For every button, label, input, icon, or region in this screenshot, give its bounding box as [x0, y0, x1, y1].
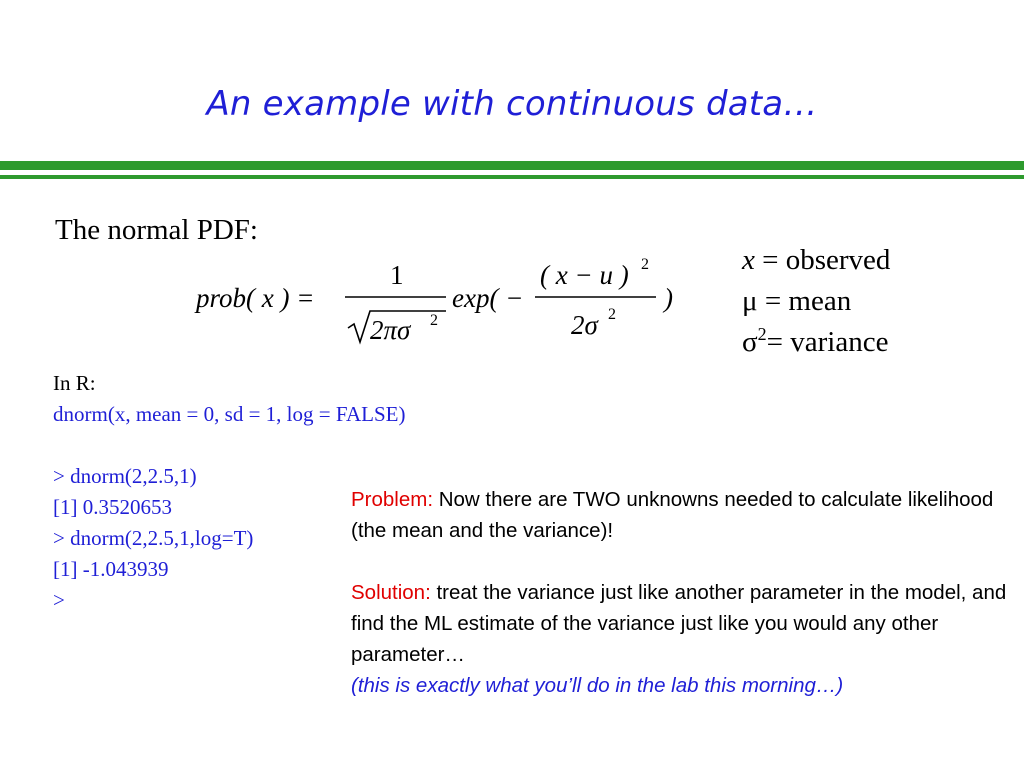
solution-paragraph — [351, 577, 1011, 670]
legend-x-row — [742, 240, 890, 281]
legend-sigma-eq: = — [766, 326, 791, 358]
r-console-line: > — [53, 588, 65, 612]
problem-label: Problem: — [351, 488, 434, 511]
formula-close: ) — [664, 283, 673, 313]
formula-denominator-one-exp: 2 — [430, 312, 438, 329]
legend-x-eq: = — [754, 244, 786, 276]
pdf-heading: The normal PDF: — [55, 214, 258, 246]
legend-mu-eq: = — [757, 285, 789, 317]
legend-sigma-row — [742, 322, 890, 363]
title-rule-thin — [0, 175, 1024, 179]
solution-text: treat the variance just like another parameter in the model, and find the ML estimate of the variance just like you would any other parameter… — [351, 581, 1007, 666]
r-console-line: > dnorm(2,2.5,1) — [53, 464, 197, 488]
formula-numerator-two: ( x − u ) — [540, 260, 629, 290]
symbol-legend — [742, 240, 890, 363]
r-label: In R: — [53, 371, 96, 395]
r-signature: dnorm(x, mean = 0, sd = 1, log = FALSE) — [53, 402, 406, 426]
formula-denominator-two-exp: 2 — [608, 306, 616, 323]
slide-title: An example with continuous data… — [206, 84, 818, 124]
legend-sigma-symbol: σ — [742, 326, 758, 358]
formula-denominator-one: 2πσ — [370, 315, 411, 345]
formula-svg — [190, 252, 690, 352]
legend-sigma-meaning: variance — [790, 326, 889, 358]
formula-numerator-two-exp: 2 — [641, 256, 649, 273]
legend-sigma-exp: 2 — [757, 324, 767, 344]
problem-paragraph — [351, 484, 1011, 546]
formula-exp-open: exp( − — [452, 283, 524, 313]
formula-denominator-two: 2σ — [571, 310, 598, 340]
title-rule-thick — [0, 161, 1024, 170]
formula-lhs: prob( x ) = — [196, 283, 315, 313]
formula-numerator-one: 1 — [390, 260, 404, 290]
lab-note: (this is exactly what you’ll do in the lab this morning…) — [351, 674, 844, 697]
r-console-line: > dnorm(2,2.5,1,log=T) — [53, 526, 254, 550]
legend-mu-meaning: mean — [788, 285, 852, 317]
legend-mu-row — [742, 281, 890, 322]
notes-gap — [351, 546, 1011, 577]
r-blank-line — [53, 430, 405, 461]
notes-block — [351, 484, 1011, 701]
legend-mu-symbol: μ — [742, 285, 758, 317]
r-console-line: [1] -1.043939 — [53, 557, 169, 581]
normal-pdf-formula — [190, 252, 690, 352]
solution-label: Solution: — [351, 581, 431, 604]
legend-x-meaning: observed — [785, 244, 891, 276]
problem-text: Now there are TWO unknowns needed to calculate likelihood (the mean and the variance)! — [351, 488, 994, 542]
r-console-line: [1] 0.3520653 — [53, 495, 172, 519]
legend-x-symbol: x — [742, 244, 755, 276]
